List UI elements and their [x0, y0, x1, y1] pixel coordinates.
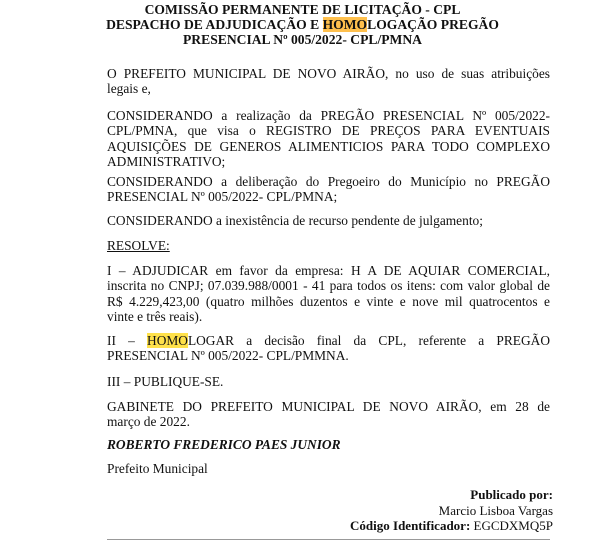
item-iii-paragraph — [107, 374, 550, 389]
heading-line-2-end: LOGAÇÃO PREGÃO — [367, 17, 499, 32]
gabinete-paragraph — [107, 399, 550, 430]
considerando-2-line-1: CONSIDERANDO a deliberação do Pregoeiro do Município no PREGÃO — [107, 174, 550, 189]
considerando-1-line-1: CONSIDERANDO a realização da PREGÃO PRESENCIAL Nº 005/2022- — [107, 108, 550, 123]
heading-line-3: PRESENCIAL Nº 005/2022- CPL/PMNA — [183, 32, 422, 47]
item-ii-prefix: II – — [107, 333, 148, 348]
considerando-1-line-3: AQUISIÇÕES DE GENEROS ALIMENTICIOS PARA TODO COMPLEXO — [107, 138, 550, 154]
publisher-name: Marcio Lisboa Vargas — [438, 503, 553, 518]
resolve-heading — [107, 238, 550, 253]
intro-paragraph — [107, 66, 550, 97]
heading-line-2 — [0, 17, 605, 32]
intro-line-2: legais e, — [107, 81, 151, 97]
considerando-3-paragraph — [107, 213, 550, 228]
resolve-label: RESOLVE: — [107, 238, 170, 253]
item-iii-line-1: III – PUBLIQUE-SE. — [107, 374, 224, 389]
item-i-line-1: I – ADJUDICAR em favor da empresa: H A DE AQUIAR COMERCIAL, — [107, 263, 550, 278]
item-i-line-4: vinte e três reais). — [107, 309, 203, 325]
item-ii-paragraph — [107, 333, 550, 364]
considerando-1-line-2: CPL/PMNA, que visa o REGISTRO DE PREÇOS PARA EVENTUAIS — [107, 123, 550, 139]
considerando-2-paragraph — [107, 174, 550, 205]
search-highlight: HOMO — [322, 17, 368, 32]
considerando-1-line-4: ADMINISTRATIVO; — [107, 154, 226, 170]
item-i-paragraph — [107, 263, 550, 325]
heading-line-1: COMISSÃO PERMANENTE DE LICITAÇÃO - CPL — [144, 2, 461, 17]
gabinete-line-2: março de 2022. — [107, 414, 190, 430]
item-ii-line-1-rest: LOGAR a decisão final da CPL, referente a PREGÃO — [187, 333, 550, 348]
item-ii-line-2: PRESENCIAL Nº 005/2022- CPL/PMMNA. — [107, 348, 349, 364]
identifier-code-label: Código Identificador: — [350, 518, 471, 533]
considerando-1-paragraph — [107, 108, 550, 170]
item-i-line-3: R$ 4.229,423,00 (quatro milhões duzentos e vinte e nove mil quatrocentos e — [107, 293, 550, 309]
bottom-divider — [107, 539, 550, 540]
heading-line-2-start: DESPACHO DE ADJUDICAÇÃO E — [106, 17, 323, 32]
gabinete-line-1: GABINETE DO PREFEITO MUNICIPAL DE NOVO AIRÃO, em 28 de — [107, 399, 550, 414]
signer-name: ROBERTO FREDERICO PAES JUNIOR — [107, 437, 341, 452]
intro-line-1: O PREFEITO MUNICIPAL DE NOVO AIRÃO, no uso de suas atribuições — [107, 66, 550, 81]
item-i-line-2: inscrita no CNPJ; 07.039.988/0001 - 41 para todos os itens: com valor global de — [107, 278, 550, 294]
item-ii-line-1 — [107, 333, 550, 348]
published-by-label: Publicado por: — [470, 487, 553, 502]
considerando-2-line-2: PRESENCIAL Nº 005/2022- CPL/PMNA; — [107, 189, 338, 205]
identifier-code-value: EGCDXMQ5P — [473, 518, 553, 533]
identifier-code — [350, 518, 553, 534]
signer-role: Prefeito Municipal — [107, 461, 208, 476]
considerando-3-line-1: CONSIDERANDO a inexistência de recurso pendente de julgamento; — [107, 213, 483, 228]
search-highlight: HOMO — [147, 333, 188, 348]
document-heading — [0, 2, 605, 47]
